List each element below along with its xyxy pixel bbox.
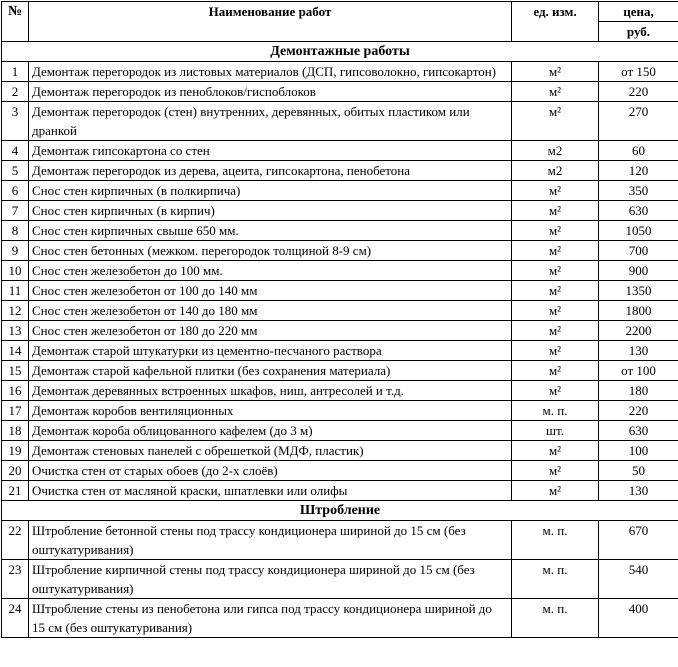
price-value: 630 [599, 201, 678, 221]
price-value: 100 [599, 441, 678, 461]
work-name: Штробление бетонной стены под трассу кондиционера шириной до 15 см (без оштукатуривания) [29, 521, 512, 560]
work-name: Демонтаж старой кафельной плитки (без сохранения материала) [29, 361, 512, 381]
table-row [2, 481, 678, 501]
price-table [1, 1, 678, 638]
unit-of-measure: м² [512, 341, 599, 361]
price-value: 350 [599, 181, 678, 201]
row-number: 2 [2, 82, 29, 102]
price-table-body [2, 42, 678, 638]
row-number: 10 [2, 261, 29, 281]
work-name: Снос стен железобетон от 180 до 220 мм [29, 321, 512, 341]
work-name: Снос стен железобетон от 140 до 180 мм [29, 301, 512, 321]
work-name: Штробление стены из пенобетона или гипса под трассу кондиционера шириной до 15 см (без оштукатуривания) [29, 599, 512, 638]
table-row [2, 599, 678, 638]
work-name: Снос стен кирпичных (в полкирпича) [29, 181, 512, 201]
row-number: 6 [2, 181, 29, 201]
work-name: Снос стен кирпичных свыше 650 мм. [29, 221, 512, 241]
table-row [2, 201, 678, 221]
unit-of-measure: м. п. [512, 560, 599, 599]
table-row [2, 401, 678, 421]
row-number: 3 [2, 102, 29, 141]
row-number: 13 [2, 321, 29, 341]
table-row [2, 560, 678, 599]
table-row [2, 281, 678, 301]
header-num: № [2, 2, 29, 42]
price-value: 540 [599, 560, 678, 599]
row-number: 14 [2, 341, 29, 361]
price-value: 1050 [599, 221, 678, 241]
table-row [2, 461, 678, 481]
price-value: 120 [599, 161, 678, 181]
work-name: Очистка стен от масляной краски, шпатлевки или олифы [29, 481, 512, 501]
unit-of-measure: м² [512, 301, 599, 321]
unit-of-measure: м² [512, 381, 599, 401]
section-row [2, 501, 678, 521]
row-number: 19 [2, 441, 29, 461]
price-value: 1350 [599, 281, 678, 301]
header-unit: ед. изм. [512, 2, 599, 42]
row-number: 21 [2, 481, 29, 501]
table-row [2, 181, 678, 201]
price-value: 1800 [599, 301, 678, 321]
work-name: Штробление кирпичной стены под трассу кондиционера шириной до 15 см (без оштукатуривания) [29, 560, 512, 599]
unit-of-measure: м² [512, 102, 599, 141]
price-value: 400 [599, 599, 678, 638]
price-value: 130 [599, 481, 678, 501]
table-row [2, 161, 678, 181]
work-name: Демонтаж перегородок из пеноблоков/гиспоблоков [29, 82, 512, 102]
row-number: 1 [2, 62, 29, 82]
price-value: 2200 [599, 321, 678, 341]
work-name: Демонтаж короба облицованного кафелем (до 3 м) [29, 421, 512, 441]
row-number: 15 [2, 361, 29, 381]
work-name: Демонтаж гипсокартона со стен [29, 141, 512, 161]
unit-of-measure: м² [512, 181, 599, 201]
row-number: 9 [2, 241, 29, 261]
unit-of-measure: м² [512, 261, 599, 281]
unit-of-measure: м2 [512, 161, 599, 181]
price-value: от 150 [599, 62, 678, 82]
table-row [2, 141, 678, 161]
table-row [2, 102, 678, 141]
unit-of-measure: м² [512, 361, 599, 381]
section-title: Демонтажные работы [2, 42, 678, 62]
table-row [2, 261, 678, 281]
table-row [2, 421, 678, 441]
table-row [2, 241, 678, 261]
row-number: 8 [2, 221, 29, 241]
work-name: Снос стен железобетон до 100 мм. [29, 261, 512, 281]
unit-of-measure: м. п. [512, 521, 599, 560]
price-value: 700 [599, 241, 678, 261]
row-number: 12 [2, 301, 29, 321]
unit-of-measure: м² [512, 241, 599, 261]
unit-of-measure: м² [512, 221, 599, 241]
unit-of-measure: м² [512, 481, 599, 501]
table-row [2, 321, 678, 341]
section-title: Штробление [2, 501, 678, 521]
unit-of-measure: шт. [512, 421, 599, 441]
table-row [2, 521, 678, 560]
unit-of-measure: м² [512, 441, 599, 461]
row-number: 11 [2, 281, 29, 301]
work-name: Демонтаж старой штукатурки из цементно-песчаного раствора [29, 341, 512, 361]
table-row [2, 441, 678, 461]
unit-of-measure: м² [512, 461, 599, 481]
work-name: Демонтаж перегородок из листовых материалов (ДСП, гипсоволокно, гипсокартон) [29, 62, 512, 82]
unit-of-measure: м² [512, 321, 599, 341]
unit-of-measure: м² [512, 281, 599, 301]
row-number: 7 [2, 201, 29, 221]
row-number: 17 [2, 401, 29, 421]
price-value: 270 [599, 102, 678, 141]
price-value: 60 [599, 141, 678, 161]
table-row [2, 82, 678, 102]
row-number: 5 [2, 161, 29, 181]
unit-of-measure: м² [512, 201, 599, 221]
row-number: 22 [2, 521, 29, 560]
work-name: Демонтаж стеновых панелей с обрешеткой (МДФ, пластик) [29, 441, 512, 461]
work-name: Снос стен кирпичных (в кирпич) [29, 201, 512, 221]
table-row [2, 361, 678, 381]
header-name: Наименование работ [29, 2, 512, 42]
table-row [2, 381, 678, 401]
work-name: Очистка стен от старых обоев (до 2-х слоёв) [29, 461, 512, 481]
price-value: 630 [599, 421, 678, 441]
row-number: 18 [2, 421, 29, 441]
unit-of-measure: м² [512, 82, 599, 102]
price-value: 220 [599, 401, 678, 421]
unit-of-measure: м² [512, 62, 599, 82]
work-name: Демонтаж деревянных встроенных шкафов, ниш, антресолей и т.д. [29, 381, 512, 401]
unit-of-measure: м. п. [512, 599, 599, 638]
header-price-unit: руб. [599, 22, 678, 42]
work-name: Снос стен бетонных (межком. перегородок толщиной 8-9 см) [29, 241, 512, 261]
row-number: 24 [2, 599, 29, 638]
header-price: цена, [599, 2, 678, 22]
table-row [2, 62, 678, 82]
price-value: от 100 [599, 361, 678, 381]
price-value: 130 [599, 341, 678, 361]
table-row [2, 301, 678, 321]
row-number: 20 [2, 461, 29, 481]
row-number: 16 [2, 381, 29, 401]
price-value: 50 [599, 461, 678, 481]
header-row [2, 2, 678, 22]
section-row [2, 42, 678, 62]
unit-of-measure: м2 [512, 141, 599, 161]
table-row [2, 221, 678, 241]
price-value: 220 [599, 82, 678, 102]
table-row [2, 341, 678, 361]
unit-of-measure: м. п. [512, 401, 599, 421]
price-value: 900 [599, 261, 678, 281]
row-number: 4 [2, 141, 29, 161]
work-name: Демонтаж перегородок из дерева, ацеита, гипсокартона, пенобетона [29, 161, 512, 181]
work-name: Снос стен железобетон от 100 до 140 мм [29, 281, 512, 301]
row-number: 23 [2, 560, 29, 599]
work-name: Демонтаж перегородок (стен) внутренних, деревянных, обитых пластиком или дранкой [29, 102, 512, 141]
price-value: 180 [599, 381, 678, 401]
price-value: 670 [599, 521, 678, 560]
work-name: Демонтаж коробов вентиляционных [29, 401, 512, 421]
